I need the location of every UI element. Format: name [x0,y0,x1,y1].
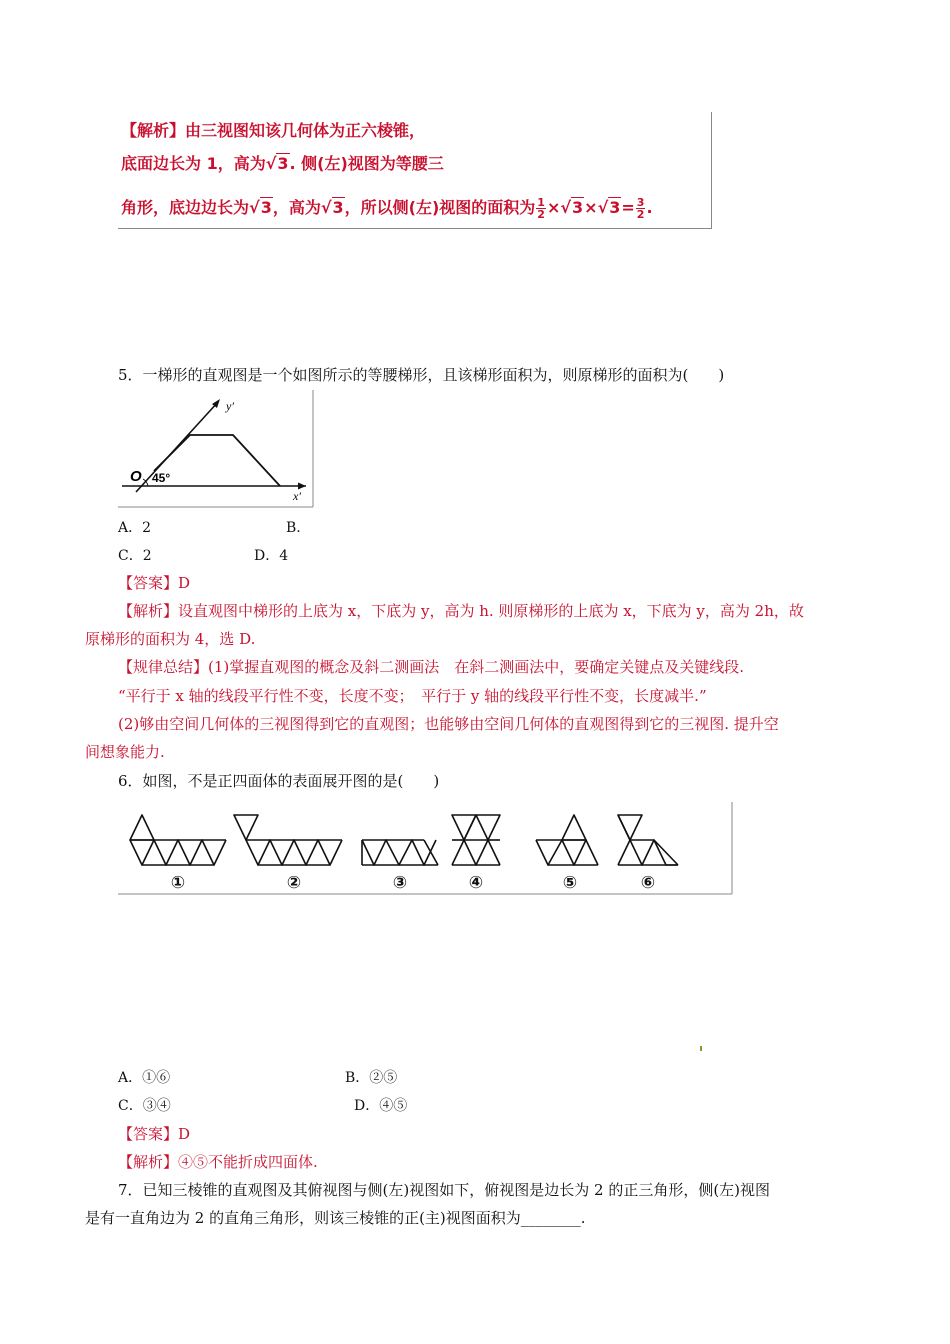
sqrt-expression: √3 [560,198,584,217]
sqrt-expression: √3 [249,198,272,217]
q5-summary-line-3: (2)够由空间几何体的三视图得到它的直观图；也能够由空间几何体的直观图得到它的三视图. 提升空 [118,715,779,733]
q6-option-d: D．④⑤ [354,1098,408,1114]
q6-option-b: B．②⑤ [345,1070,398,1086]
net-2 [234,815,342,865]
solution-line-1: 【解析】由三视图知该几何体为正六棱锥， [121,121,426,140]
solution-line-2: 底面边长为 1，高为√3. 侧(左)视图为等腰三 [121,154,444,173]
net-label-2: ② [286,873,302,893]
q5-option-d: D．4 [254,548,289,564]
net-4 [452,815,500,865]
net-3 [362,840,438,865]
q5-answer: 【答案】D [118,574,191,592]
q5-stem: 5．一梯形的直观图是一个如图所示的等腰梯形，且该梯形面积为，则原梯形的面积为( ) [118,366,725,384]
origin-label: O [130,468,142,485]
q6-option-a: A．①⑥ [118,1070,171,1086]
y-axis-label: y′ [226,399,234,413]
q7-line-2: 是有一直角边为 2 的直角三角形，则该三棱锥的正(主)视图面积为________. [85,1209,586,1227]
q5-summary-line-4: 间想象能力. [85,743,165,761]
q7-line-1: 7．已知三棱锥的直观图及其俯视图与侧(左)视图如下，俯视图是边长为 2 的正三角形，侧(左)视图 [118,1181,771,1199]
sqrt-expression: √3 [265,154,289,173]
net-label-4: ④ [468,873,484,893]
sqrt-expression: √3 [597,198,621,217]
q5-summary-line-2: “平行于 x 轴的线段平行性不变，长度不变； 平行于 y 轴的线段平行性不变，长度减半.” [118,687,707,705]
q5-analysis-line-1: 【解析】设直观图中梯形的上底为 x，下底为 y，高为 h. 则原梯形的上底为 x，下底为 y，高为 2h，故 [118,602,804,620]
net-5 [536,815,598,865]
net-1 [130,815,226,865]
q5-analysis-line-2: 原梯形的面积为 4，选 D. [85,630,256,648]
stray-mark [700,1046,702,1051]
q5-trapezoid-figure [118,390,318,512]
trapezoid-shape [154,435,280,486]
q6-answer: 【答案】D [118,1125,191,1143]
q5-option-c: C．2 [118,548,152,564]
net-6 [618,815,678,865]
q5-option-b: B. [286,520,301,536]
net-label-1: ① [170,873,186,893]
q6-nets-figure [118,802,736,898]
solution-line-3: 角形，底边边长为√3，高为√3，所以侧(左)视图的面积为 $\frac{1}{2}$ ×√3×√3= $\frac{3}{2}$ . [121,196,653,221]
q5-summary-line-1: 【规律总结】(1)掌握直观图的概念及斜二测画法 在斜二测画法中，要确定关键点及关键线段. [118,658,745,676]
q6-stem: 6．如图，不是正四面体的表面展开图的是( ) [118,772,440,790]
net-label-6: ⑥ [640,873,656,893]
fraction-one-half: $\frac{1}{2}$ [537,196,545,221]
sqrt-expression: √3 [320,198,344,217]
x-axis-label: x′ [293,489,301,503]
q6-analysis: 【解析】④⑤不能折成四面体. [118,1153,318,1171]
fraction-three-halves: $\frac{3}{2}$ [636,196,645,221]
q5-option-a: A．2 [118,520,152,536]
angle-label: 45° [152,471,171,485]
net-label-3: ③ [392,873,408,893]
q6-option-c: C．③④ [118,1098,171,1114]
net-label-5: ⑤ [562,873,578,893]
